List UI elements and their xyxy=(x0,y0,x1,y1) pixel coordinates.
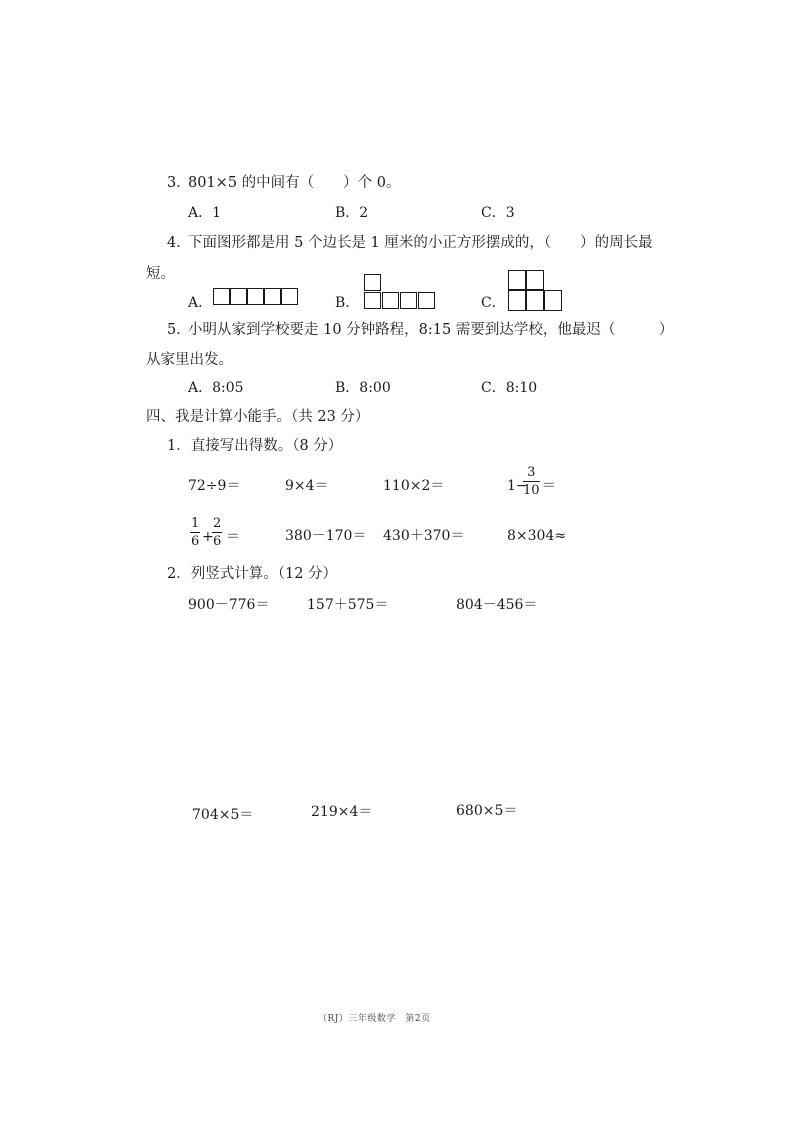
section4-sub1-title: 1．直接写出得数。（8 分） xyxy=(167,438,343,454)
calc-8-times-304-estimate: 8×304≈ xyxy=(507,528,567,544)
square xyxy=(382,292,399,309)
square xyxy=(418,292,435,309)
q4-figure-a xyxy=(213,288,303,308)
calc-72-div-9: 72÷9＝ xyxy=(188,478,241,494)
q3-number: 3． xyxy=(167,175,191,191)
square xyxy=(508,270,526,290)
square xyxy=(526,270,544,290)
q4-option-c[interactable]: C． xyxy=(481,295,506,311)
section4-sub2-title: 2．列竖式计算。（12 分） xyxy=(167,566,338,582)
vertical-calc-680-times-5: 680×5＝ xyxy=(456,803,518,819)
vertical-calc-704-times-5: 704×5＝ xyxy=(192,807,254,823)
q3-option-a[interactable]: A．1 xyxy=(188,205,222,221)
vertical-calc-219-times-4: 219×4＝ xyxy=(311,804,373,820)
square xyxy=(281,288,298,305)
fraction-sum-equals: ＝ xyxy=(226,529,240,545)
q3-option-c[interactable]: C．3 xyxy=(481,205,515,221)
page-footer: （RJ）三年级数学 第2页 xyxy=(318,1014,431,1024)
square xyxy=(264,288,281,305)
q5-option-c[interactable]: C．8:10 xyxy=(481,380,538,396)
q5-stem-continued: 从家里出发。 xyxy=(146,352,233,368)
q5-number: 5． xyxy=(167,322,191,338)
q3-stem: 801×5 的中间有（ ）个 0。 xyxy=(188,175,401,191)
fraction-denominator: 6 xyxy=(213,534,222,549)
calc-380-minus-170: 380－170＝ xyxy=(285,528,367,544)
fraction-numerator: 3 xyxy=(523,466,540,482)
calc-9-times-4: 9×4＝ xyxy=(285,478,329,494)
fraction-3-10 xyxy=(523,466,540,497)
vertical-calc-900-minus-776: 900－776＝ xyxy=(188,597,270,613)
q5-stem: 小明从家到学校要走 10 分钟路程，8:15 需要到达学校，他最迟（ ） xyxy=(188,322,674,338)
fraction-2-6 xyxy=(212,517,222,548)
square xyxy=(230,288,247,305)
square xyxy=(364,274,381,291)
vertical-calc-804-minus-456: 804－456＝ xyxy=(456,597,538,613)
calc-430-plus-370: 430＋370＝ xyxy=(383,528,465,544)
q5-option-a[interactable]: A．8:05 xyxy=(188,380,244,396)
calc-1-minus-equals: ＝ xyxy=(542,478,556,494)
calc-110-times-2: 110×2＝ xyxy=(383,478,445,494)
square xyxy=(247,288,264,305)
square xyxy=(213,288,230,305)
q4-option-b[interactable]: B． xyxy=(335,295,360,311)
q4-figure-b xyxy=(364,274,444,314)
square xyxy=(364,292,381,309)
fraction-1-6 xyxy=(190,517,200,548)
plus-sign: + xyxy=(202,529,214,545)
fraction-numerator: 2 xyxy=(213,516,222,531)
q4-option-a[interactable]: A． xyxy=(188,295,213,311)
section4-title: 四、我是计算小能手。（共 23 分） xyxy=(146,409,370,425)
square xyxy=(526,290,544,311)
fraction-numerator: 1 xyxy=(191,516,200,531)
q4-stem-continued: 短。 xyxy=(146,266,175,282)
square xyxy=(400,292,417,309)
calc-1-minus-whole: 1− xyxy=(507,478,528,494)
q4-number: 4． xyxy=(167,235,191,251)
vertical-calc-157-plus-575: 157＋575＝ xyxy=(307,597,389,613)
fraction-denominator: 6 xyxy=(191,534,200,549)
square xyxy=(508,290,526,311)
fraction-denominator: 10 xyxy=(523,483,540,498)
q4-figure-c xyxy=(508,270,568,314)
square xyxy=(544,290,562,311)
q4-stem: 下面图形都是用 5 个边长是 1 厘米的小正方形摆成的，（ ）的周长最 xyxy=(188,235,653,251)
q3-option-b[interactable]: B．2 xyxy=(335,205,369,221)
q5-option-b[interactable]: B．8:00 xyxy=(335,380,391,396)
